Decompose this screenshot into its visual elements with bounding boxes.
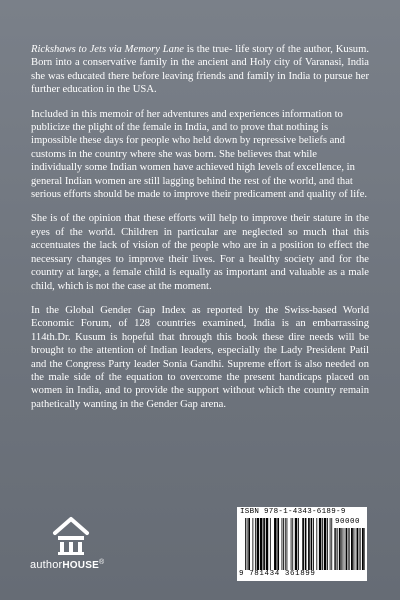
barcode-bar xyxy=(324,518,326,570)
barcode-bar xyxy=(252,518,253,570)
barcode-bar xyxy=(282,518,283,570)
barcode-bar xyxy=(270,518,271,570)
barcode-bar xyxy=(298,518,299,570)
barcode-bar xyxy=(277,518,279,570)
barcode-bar xyxy=(327,518,328,570)
barcode-addon-bar xyxy=(364,528,365,570)
barcode-addon-bar xyxy=(355,528,356,570)
blurb-paragraph-1-text: is the true- life story of the author, Kusum. Born into a conservative family in the ancient and Holy city of Varanasi, India she was educated there before leaving friends and family in India to pursue her further education in the USA. xyxy=(31,44,369,96)
barcode-addon-bar xyxy=(344,528,345,570)
barcode-digits: 9 781434 361899 xyxy=(239,570,316,578)
blurb-paragraph-4: In the Global Gender Gap Index as reported by the Swiss-based World Economic Forum, of 128 countries examined, India is an embarrassing 114th.Dr. Kusum is hopeful that through this book these dire needs will be brought to the attention of Indian leaders, especially the Lady President Patil and the Congress Party leader Sonia Gandhi. Supreme effort is also needed on the male side of the equation to overcome the present handicaps placed on women in India, and to provide the support without which the country remain pathetically wanting in the Gender Gap arena. xyxy=(31,304,369,410)
barcode-addon-bar xyxy=(339,528,341,570)
barcode-addon-bar xyxy=(351,528,353,570)
barcode-bar xyxy=(295,518,297,570)
barcode-bar xyxy=(316,518,317,570)
barcode-bar xyxy=(247,518,248,570)
barcode-bar xyxy=(266,518,268,570)
barcode-bar xyxy=(291,518,292,570)
barcode-addon-bar xyxy=(341,528,342,570)
blurb-paragraph-3: She is of the opinion that these efforts will help to improve their stature in the eyes of the world. Children in particular are neglected so much that this accentuates the lack of vision of the people who are in a position to effect the necessary changes to improve their lives. For a healthy society and for the country at large, a female child is equally as important and valuable as a male child, which is not the case at the moment. xyxy=(31,213,369,292)
barcode-bar xyxy=(330,518,331,570)
publisher-logo xyxy=(30,516,130,586)
barcode-addon-bar xyxy=(337,528,338,570)
barcode-addon-bar xyxy=(360,528,361,570)
barcode-bar xyxy=(248,518,250,570)
barcode-bar xyxy=(322,518,323,570)
barcode-addon-bar xyxy=(356,528,358,570)
barcode-bar xyxy=(257,518,259,570)
registered-mark: ® xyxy=(98,559,105,566)
barcode-bar xyxy=(274,518,276,570)
barcode-bar xyxy=(287,518,288,570)
cover-blurb xyxy=(31,43,369,422)
publisher-name xyxy=(30,559,130,571)
barcode-addon-bar xyxy=(346,528,348,570)
barcode-bar xyxy=(308,518,310,570)
barcode-addon-bar xyxy=(334,528,335,570)
barcode-addon-bar xyxy=(348,528,349,570)
blurb-paragraph-2: Included in this memoir of her adventures and experiences information to publicize the plight of the female in India, and to prove that nothing is impossible these days for people who held down by repressive beliefs and customs in the country where she was born. She believes that while individually some Indian women have achieved high levels of excellence, in general Indian women are still lagging behind the rest of the world, and that serious efforts should be made to improve their predicament and quality of life. xyxy=(31,108,368,201)
barcode-bar xyxy=(331,518,332,570)
barcode-bar xyxy=(302,518,304,570)
barcode-addon-bars xyxy=(334,528,366,570)
barcode-addon-bar xyxy=(353,528,354,570)
barcode-addon-bar xyxy=(362,528,364,570)
barcode-bar xyxy=(319,518,321,570)
isbn-barcode xyxy=(237,507,367,581)
publisher-name-prefix: author xyxy=(30,559,63,571)
barcode-addon-bar xyxy=(343,528,344,570)
barcode-bar xyxy=(311,518,313,570)
barcode-bar xyxy=(285,518,286,570)
barcode-bar xyxy=(313,518,314,570)
barcode-bars xyxy=(245,518,335,570)
isbn-label: ISBN 978-1-4343-6189-9 xyxy=(240,508,346,516)
price-code: 90000 xyxy=(335,518,361,526)
house-emblem-icon xyxy=(52,516,90,556)
barcode-bar xyxy=(263,518,265,570)
barcode-bar xyxy=(305,518,307,570)
publisher-name-suffix: HOUSE xyxy=(62,560,99,571)
barcode-bar xyxy=(255,518,256,570)
blurb-paragraph-1 xyxy=(31,43,369,97)
barcode-bar xyxy=(283,518,284,570)
barcode-bar xyxy=(260,518,262,570)
barcode-addon-bar xyxy=(349,528,350,570)
barcode-bar xyxy=(245,518,246,570)
barcode-addon-bar xyxy=(359,528,360,570)
barcode-addon-bar xyxy=(335,528,336,570)
book-title: Rickshaws to Jets via Memory Lane xyxy=(31,44,184,55)
barcode-bar xyxy=(292,518,293,570)
